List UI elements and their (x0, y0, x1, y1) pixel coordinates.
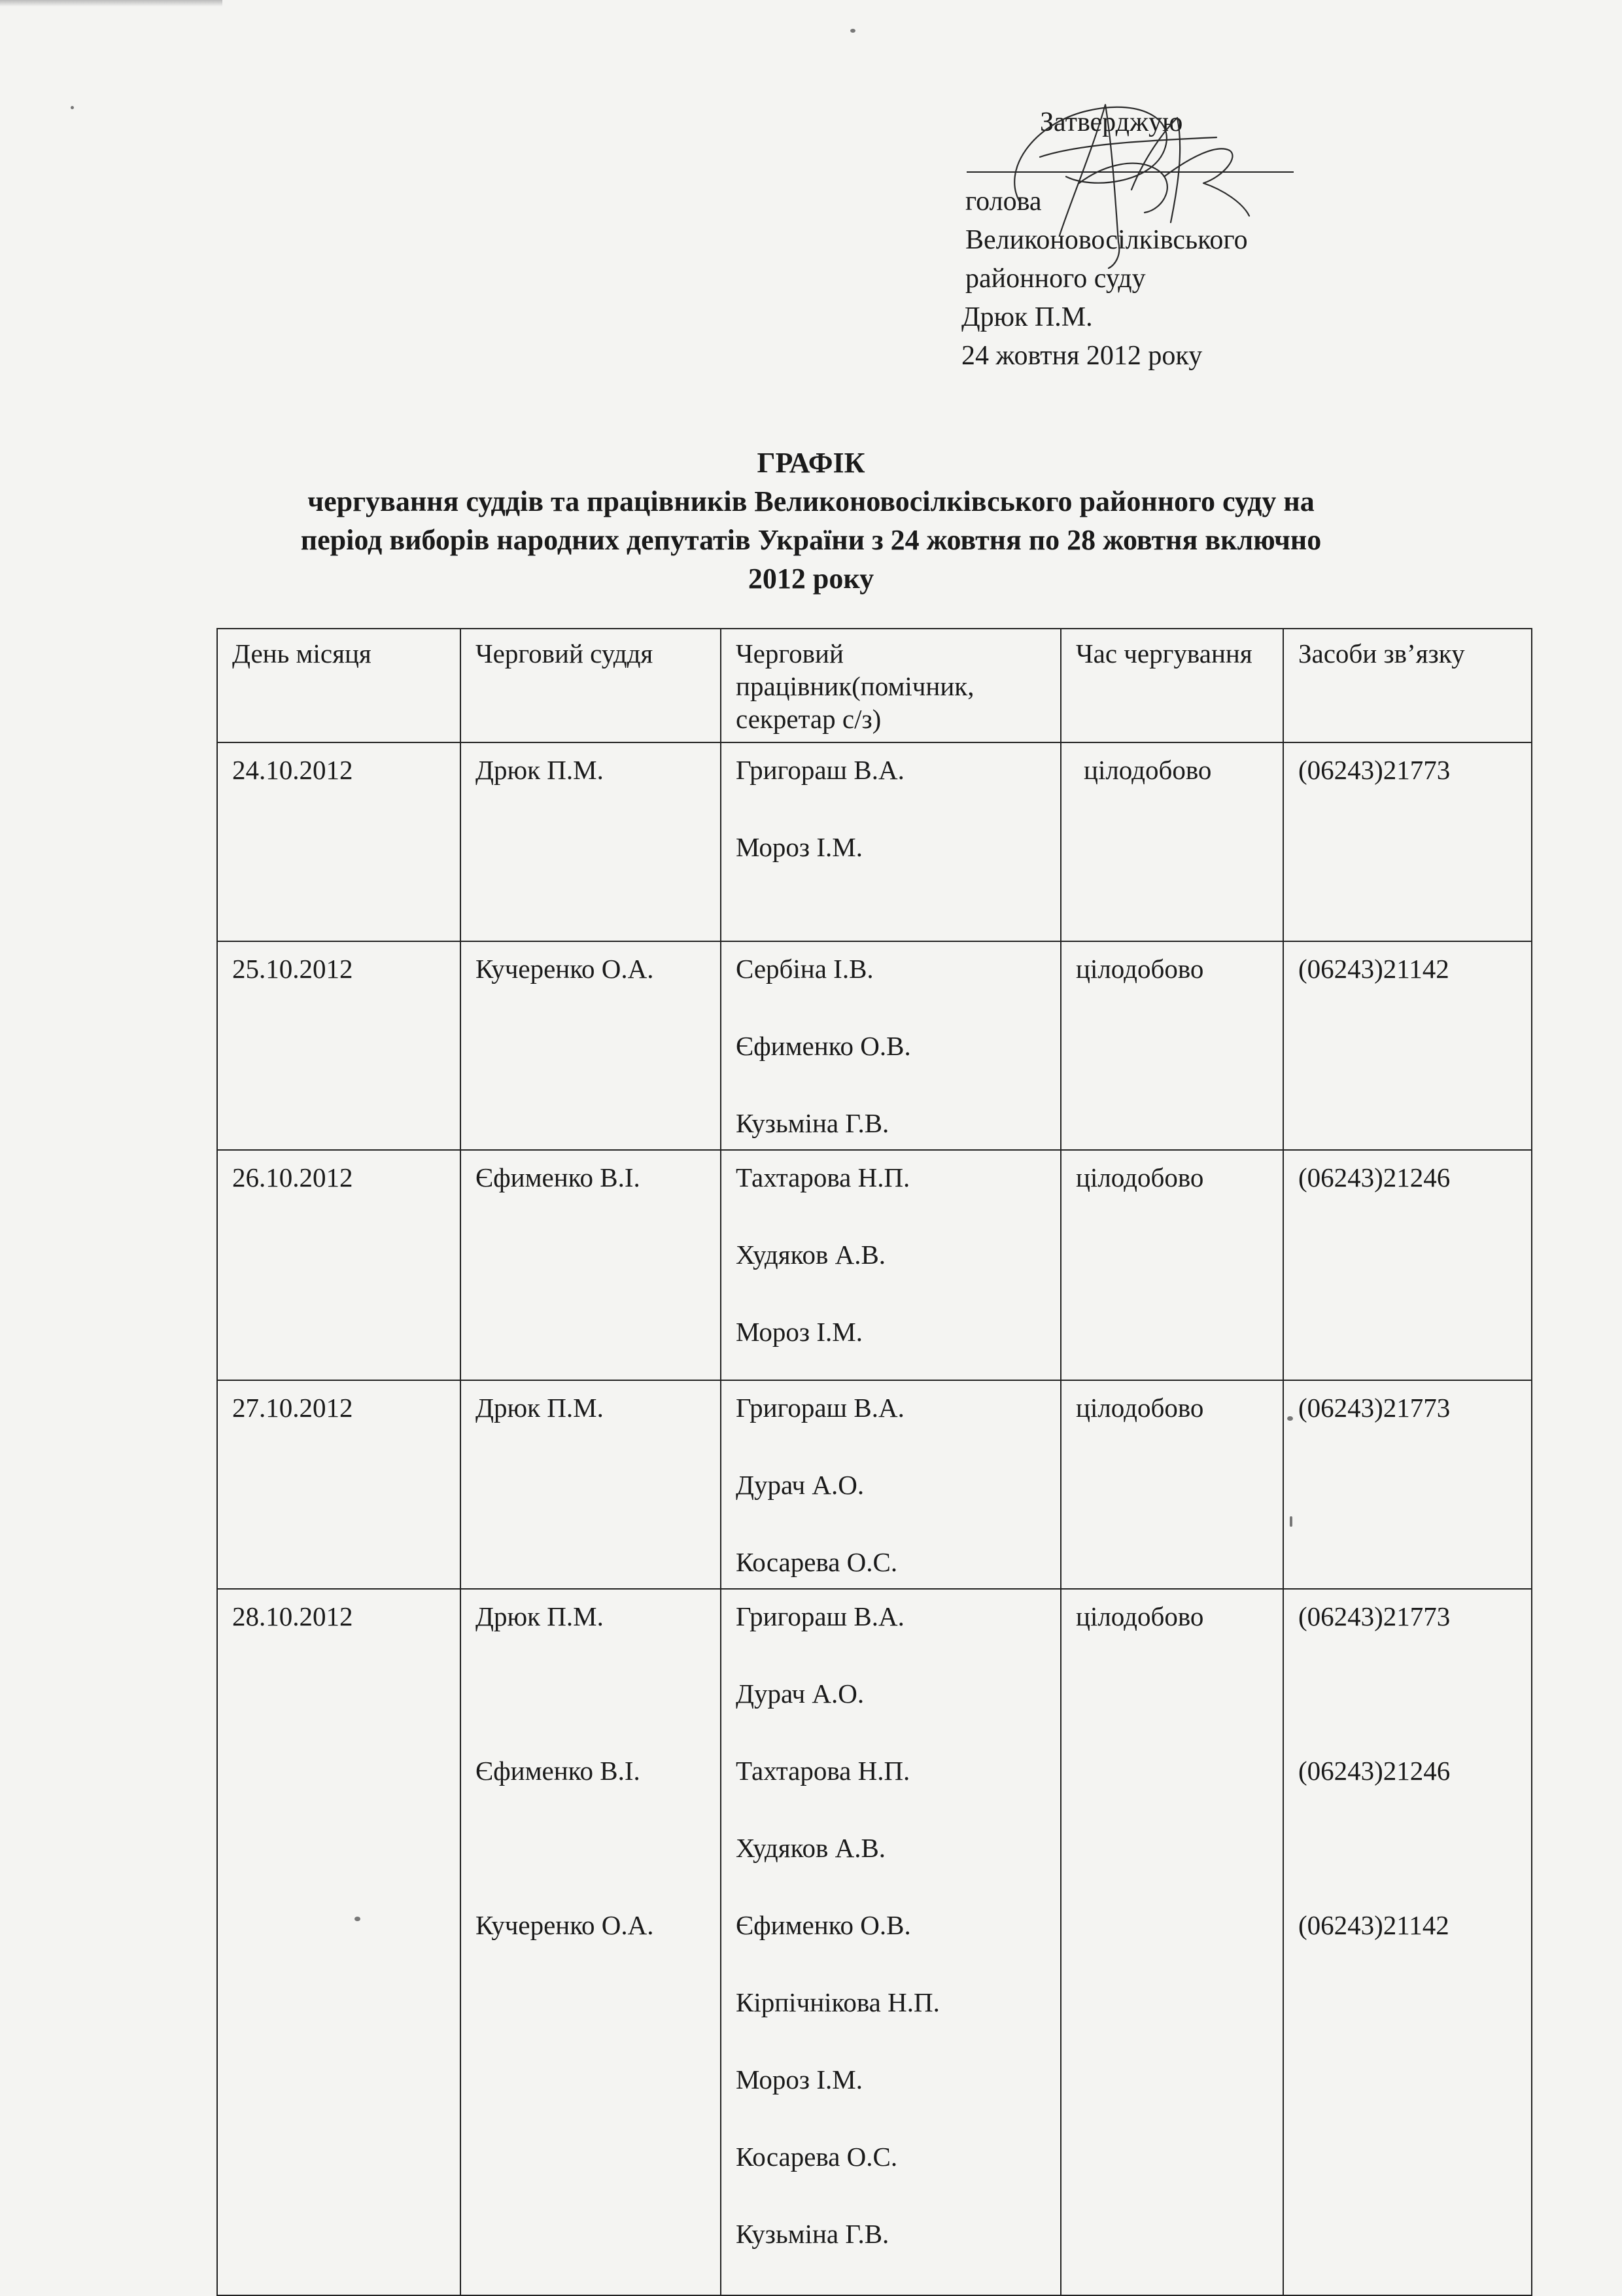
approval-date: 24 жовтня 2012 року (961, 341, 1203, 371)
phone-number: (06243)21142 (1298, 1910, 1449, 1940)
cell-phone: (06243)21773 (1283, 742, 1532, 941)
cell-phone: (06243)21246 (1283, 1150, 1532, 1380)
worker-name: Кузьміна Г.В. (736, 2219, 889, 2249)
approval-court-line1: Великоновосілківського (965, 225, 1248, 255)
cell-workers (721, 941, 1061, 1150)
cell-judge: Єфименко В.І. (460, 1150, 721, 1380)
cell-time: цілодобово (1061, 1380, 1283, 1589)
cell-judges (460, 1589, 721, 2295)
cell-phone: (06243)21773 (1283, 1380, 1532, 1589)
table-header-row (217, 629, 1532, 742)
worker-name: Мороз І.М. (736, 832, 863, 862)
table-row (217, 742, 1532, 941)
title-heading: ГРАФІК (757, 447, 865, 479)
worker-name: Тахтарова Н.П. (736, 1756, 910, 1786)
cell-date: 25.10.2012 (217, 941, 460, 1150)
worker-name: Мороз І.М. (736, 2064, 863, 2095)
cell-workers (721, 742, 1061, 941)
signature-mark (981, 78, 1262, 275)
judge-name: Кучеренко О.А. (475, 1910, 654, 1940)
title-line2: чергування суддів та працівників Великоновосілківського районного суду на (307, 485, 1315, 517)
cell-judge: Кучеренко О.А. (460, 941, 721, 1150)
worker-name: Худяков А.В. (736, 1240, 886, 1270)
cell-workers (721, 1150, 1061, 1380)
worker-name: Тахтарова Н.П. (736, 1162, 910, 1192)
phone-number: (06243)21773 (1298, 1601, 1451, 1631)
worker-name: Худяков А.В. (736, 1833, 886, 1863)
header-contact: Засоби зв’язку (1283, 629, 1532, 742)
worker-name: Єфименко О.В. (736, 1031, 911, 1061)
cell-time (1061, 742, 1283, 941)
cell-time: цілодобово (1061, 1150, 1283, 1380)
worker-name: Григораш В.А. (736, 1393, 905, 1423)
cell-date: 24.10.2012 (217, 742, 460, 941)
header-time: Час чергування (1061, 629, 1283, 742)
judge-name: Дрюк П.М. (475, 1601, 604, 1631)
duty-schedule-table (216, 628, 1532, 2296)
header-day: День місяця (217, 629, 460, 742)
cell-workers (721, 1380, 1061, 1589)
worker-name: Григораш В.А. (736, 755, 905, 785)
header-judge: Черговий суддя (460, 629, 721, 742)
scan-speck (71, 106, 74, 109)
cell-workers (721, 1589, 1061, 2295)
cell-judge: Дрюк П.М. (460, 742, 721, 941)
worker-name: Мороз І.М. (736, 1317, 863, 1347)
cell-date: 27.10.2012 (217, 1380, 460, 1589)
judge-name: Єфименко В.І. (475, 1756, 640, 1786)
document-title (196, 444, 1426, 598)
cell-time: цілодобово (1061, 941, 1283, 1150)
worker-name: Кірпічнікова Н.П. (736, 1987, 940, 2017)
scan-speck (850, 29, 855, 33)
approval-heading: Затверджую (1040, 107, 1183, 137)
cell-phone: (06243)21142 (1283, 941, 1532, 1150)
worker-name: Косарева О.С. (736, 2142, 898, 2172)
approval-name: Дрюк П.М. (961, 302, 1093, 332)
cell-phones (1283, 1589, 1532, 2295)
table-row (217, 941, 1532, 1150)
time-value: цілодобово (1084, 755, 1212, 785)
worker-name: Дурач А.О. (736, 1679, 865, 1709)
worker-name: Єфименко О.В. (736, 1910, 911, 1940)
cell-date: 26.10.2012 (217, 1150, 460, 1380)
approval-position: голова (965, 186, 1042, 217)
worker-name: Кузьміна Г.В. (736, 1108, 889, 1138)
cell-time: цілодобово (1061, 1589, 1283, 2295)
worker-name: Григораш В.А. (736, 1601, 905, 1631)
cell-judge: Дрюк П.М. (460, 1380, 721, 1589)
table-row (217, 1150, 1532, 1380)
header-worker: Черговий працівник(помічник, секретар с/з) (721, 629, 1061, 742)
worker-name: Сербіна І.В. (736, 954, 874, 984)
phone-number: (06243)21246 (1298, 1756, 1451, 1786)
worker-name: Дурач А.О. (736, 1470, 865, 1500)
table-row (217, 1589, 1532, 2295)
cell-date: 28.10.2012 (217, 1589, 460, 2295)
scan-edge-shadow (0, 0, 222, 7)
approval-court-line2: районного суду (965, 264, 1146, 294)
table-row (217, 1380, 1532, 1589)
worker-name: Косарева О.С. (736, 1547, 898, 1577)
title-line3: період виборів народних депутатів України з 24 жовтня по 28 жовтня включно (300, 524, 1322, 556)
title-line4: 2012 року (748, 563, 874, 595)
